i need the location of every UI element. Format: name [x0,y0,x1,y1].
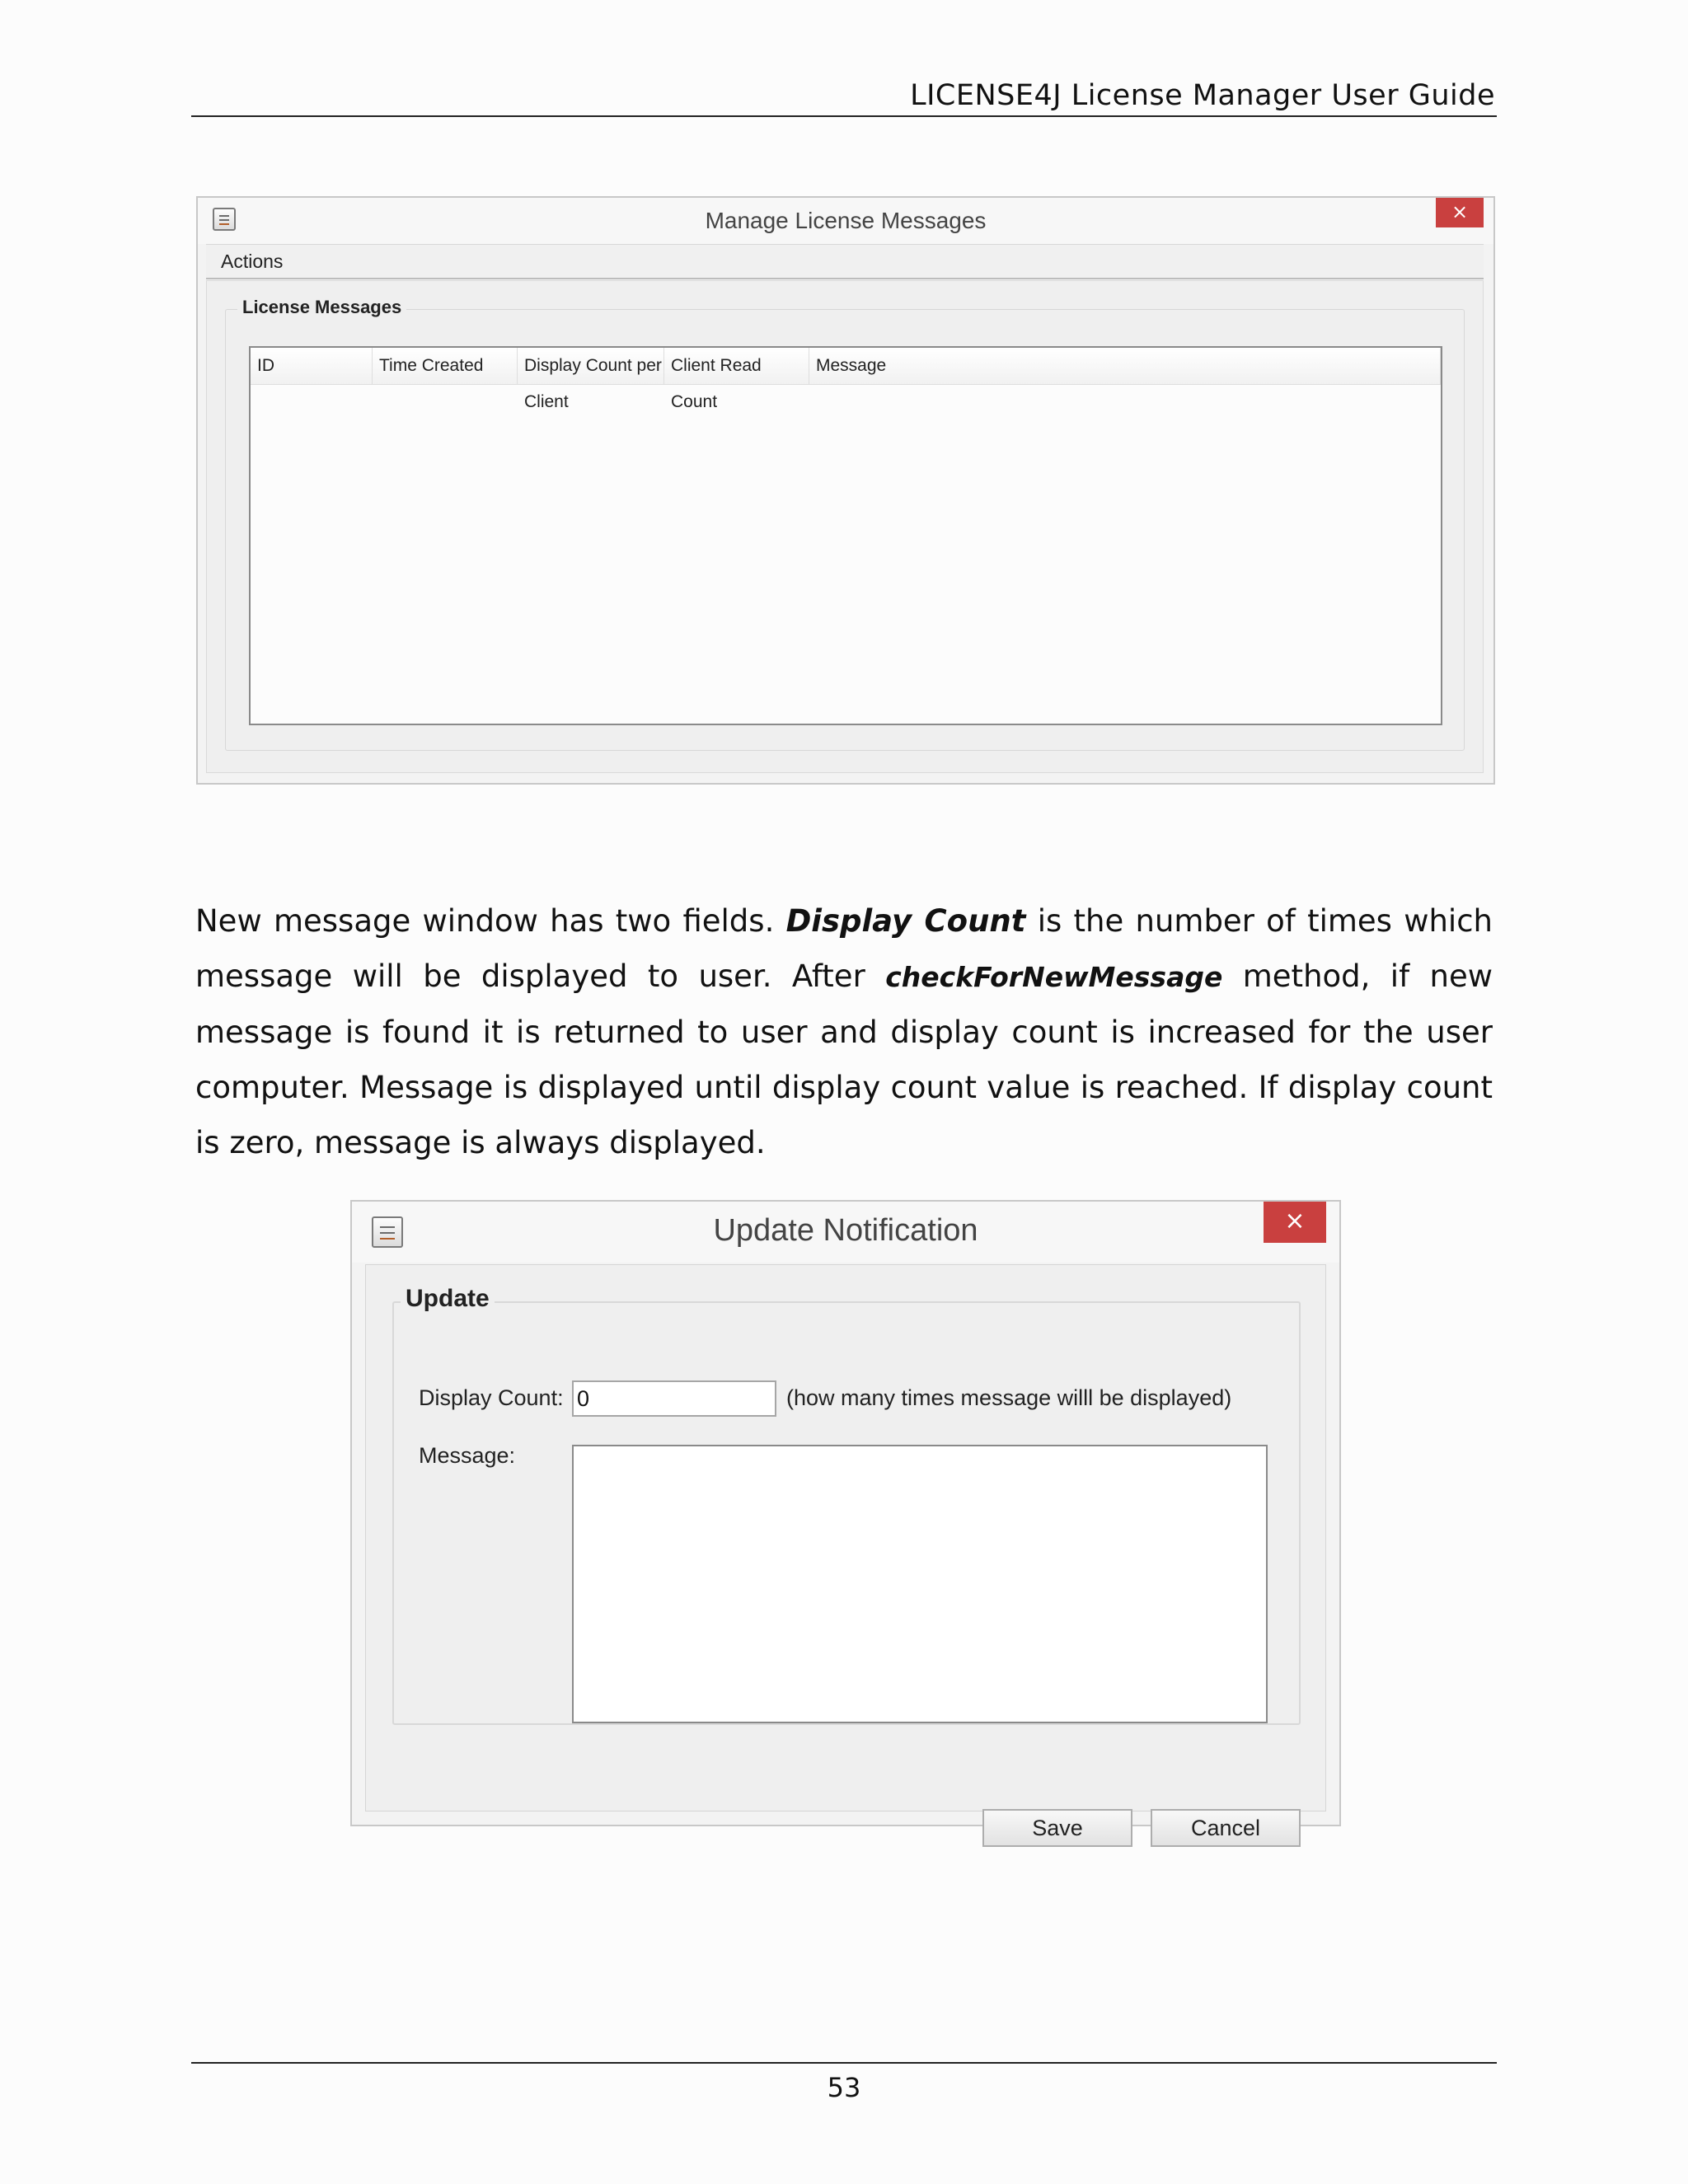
close-button[interactable]: × [1436,198,1484,227]
running-header: LICENSE4J License Manager User Guide [910,79,1495,112]
message-label: Message: [419,1443,516,1468]
license-messages-group [225,297,1465,751]
message-textarea[interactable] [572,1445,1268,1723]
display-count-input[interactable] [572,1380,776,1417]
body-paragraph [195,893,1493,1170]
group-title: Update [401,1285,495,1313]
display-count-hint: (how many times message willl be displayed) [786,1385,1232,1410]
window-content [206,280,1484,773]
close-button[interactable]: × [1264,1202,1326,1243]
cancel-button[interactable]: Cancel [1151,1809,1301,1847]
menu-actions[interactable]: Actions [221,251,284,272]
update-group [392,1285,1301,1725]
page-number: 53 [827,2072,861,2103]
table-header [251,348,1441,411]
window-title: Update Notification [713,1213,978,1248]
column-header-client-read-count[interactable]: Client Read Count [664,348,809,384]
group-title: License Messages [237,297,406,318]
footer-divider [191,2062,1497,2064]
update-notification-window [350,1200,1341,1840]
column-header-id[interactable]: ID [251,348,373,384]
title-bar[interactable] [198,198,1493,244]
window-content [365,1264,1326,1840]
column-header-message[interactable]: Message [809,348,1441,384]
title-bar[interactable] [352,1202,1339,1263]
column-header-display-count[interactable]: Display Count per Client [518,348,664,384]
license-messages-table[interactable] [249,346,1442,725]
paragraph-text: method, if new message is found it is returned to user and display count is increased for the user computer. Message is displayed until display count value is reached. If display count is zero, message is always displayed. [195,958,1493,1160]
column-header-time-created[interactable]: Time Created [373,348,518,384]
header-divider [191,115,1497,117]
manage-license-messages-window [196,196,1495,785]
term-display-count: Display Count [785,903,1026,939]
save-button[interactable]: Save [982,1809,1132,1847]
paragraph-text: is the number of times which message will be displayed to user. After [195,903,1493,994]
display-count-label: Display Count: [419,1385,564,1410]
window-title: Manage License Messages [705,208,987,233]
menu-bar [206,244,1484,279]
term-method-name: checkForNewMessage [885,961,1223,993]
paragraph-text: New message window has two fields. [195,903,786,939]
